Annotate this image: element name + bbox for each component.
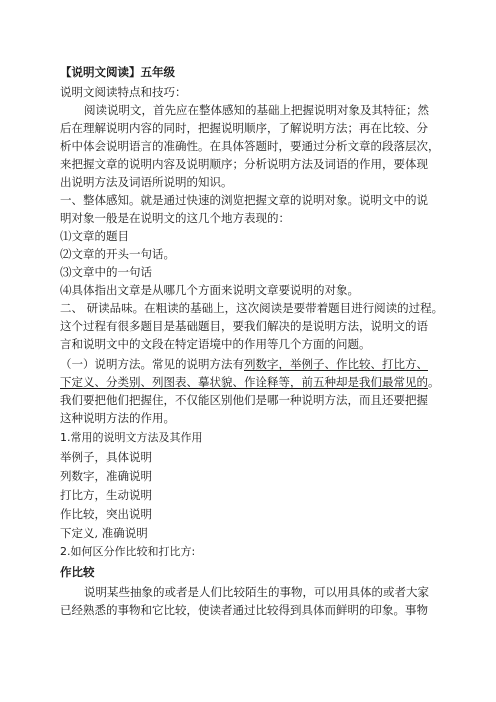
title-grade: 五年级 [140, 65, 175, 79]
method-item: 列数字，准确说明 [60, 469, 152, 483]
method-item: 下定义, 准确说明 [60, 526, 148, 540]
list-item: ⑶文章中的一句话 [60, 265, 152, 279]
section2-line: 言和说明文中的文段在特定语境中的作用等几个方面的问题。 [60, 337, 371, 351]
section2-line: 二、 研读品味。在粗读的基础上，这次阅读是要带着题目进行阅读的过程。 [60, 301, 444, 315]
methods-underlined: 下定义、分类别、列图表、摹状貌、作诠释等， [60, 375, 302, 389]
methods-underlined: 列数字，举例子、作比较、打比方、 [244, 357, 428, 371]
intro-line: 来把握文章的说明内容及说明顺序；分析说明方法及词语的作用，要体现 [60, 157, 428, 171]
section1-line: 一、整体感知。就是通过快速的浏览把握文章的说明对象。说明文中的说 [60, 193, 428, 207]
list-item: ⑴文章的题目 [60, 229, 129, 243]
methods-line: 这种说明方法的作用。 [60, 411, 175, 425]
methods-line [60, 356, 428, 372]
list-item: ⑷具体指出文章是从哪几个方面来说明文章要说明的对象。 [60, 283, 359, 297]
method-item: 作比较，突出说明 [60, 507, 152, 521]
methods-underlined-emphasis: 前五种却是我们最常见的 [301, 375, 428, 389]
compare-line: 说明某些抽象的或者是人们比较陌生的事物，可以用具体的或者大家 [84, 585, 429, 599]
method-item: 举例子，具体说明 [60, 450, 152, 464]
list-heading: 1.常用的说明文方法及其作用 [60, 431, 203, 444]
methods-intro: （一）说明方法。常见的说明方法有 [60, 357, 244, 371]
section1-line: 明对象一般是在说明文的这几个地方表现的： [60, 211, 290, 225]
compare-line: 已经熟悉的事物和它比较，使读者通过比较得到具体而鲜明的印象。事物 [60, 603, 428, 617]
method-item: 打比方，生动说明 [60, 488, 152, 502]
title-bracket-text: 【说明文阅读】 [60, 65, 141, 79]
methods-line [60, 374, 440, 390]
intro-line: 析中体会说明语言的准确性。在具体答题时，要通过分析文章的段落层次， [60, 139, 440, 153]
question-heading: 2.如何区分作比较和打比方: [60, 545, 196, 558]
list-item: ⑵文章的开头一句话。 [60, 247, 175, 261]
compare-heading: 作比较 [60, 565, 95, 579]
intro-line: 后在理解说明内容的同时，把握说明顺序，了解说明方法；再在比较、分 [60, 121, 428, 135]
section2-line: 这个过程有很多题目是基础题目，要我们解决的是说明方法，说明文的语 [60, 319, 428, 333]
intro-line: 阅读说明文，首先应在整体感知的基础上把握说明对象及其特征；然 [84, 103, 429, 117]
methods-period: 。 [428, 375, 440, 389]
document-title [60, 64, 175, 80]
methods-line: 我们要把他们把握住，不仅能区别他们是哪一种说明方法，而且还要把握 [60, 393, 428, 407]
subtitle: 说明文阅读特点和技巧： [60, 85, 187, 99]
intro-line: 出说明方法及词语所说明的知识。 [60, 175, 233, 189]
